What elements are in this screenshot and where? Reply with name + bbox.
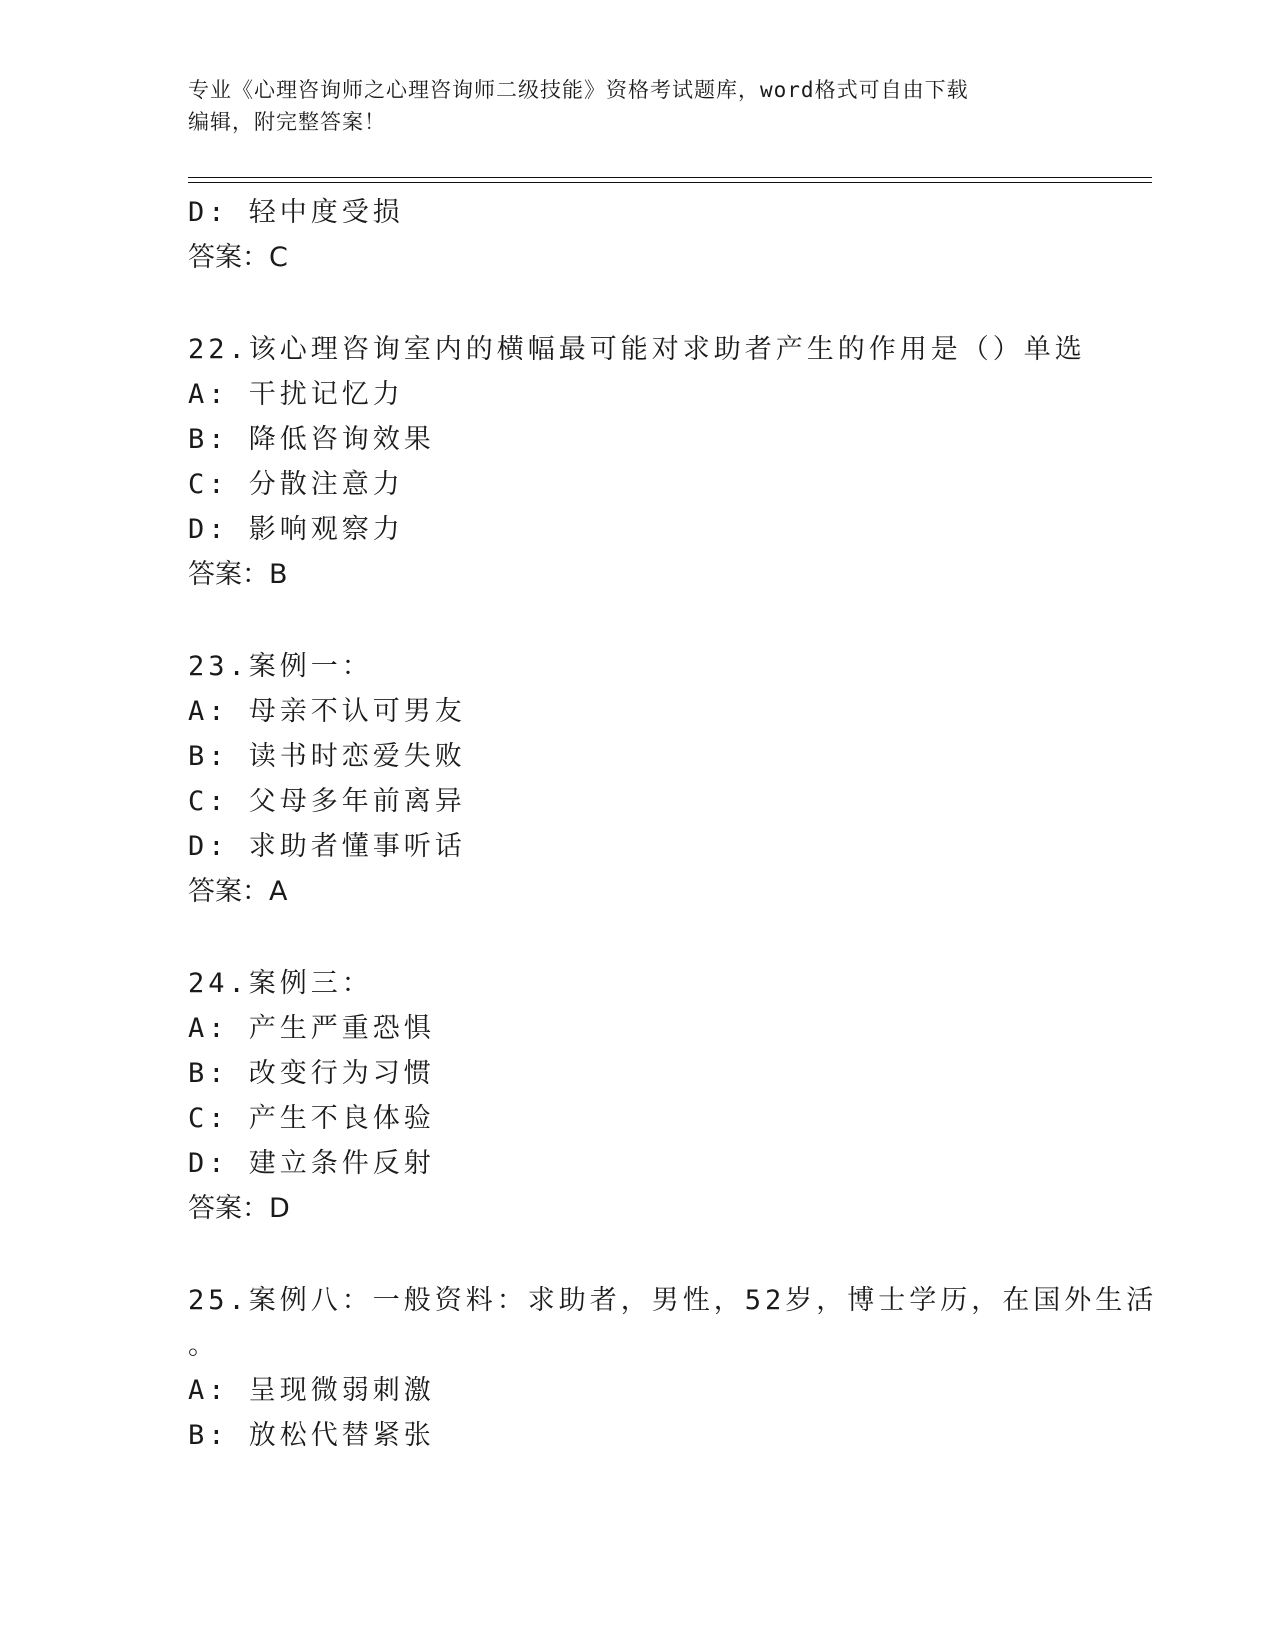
option-a: A: 产生严重恐惧 [188,1013,435,1044]
option-b: B: 放松代替紧张 [188,1420,435,1451]
header-rule-top [188,177,1152,178]
question-22 [188,327,1152,597]
answer-line: 答案：B [188,559,288,590]
question-24 [188,961,1152,1231]
option-d: D: 影响观察力 [188,514,404,545]
header-rule-bottom [188,182,1152,183]
option-d: D: 轻中度受损 [188,197,404,228]
option-a: A: 呈现微弱刺激 [188,1375,435,1406]
document-header [188,74,1088,138]
question-25 [188,1278,1158,1458]
question-spacer [188,1231,1152,1278]
prev-question-block [188,190,1152,280]
option-c: C: 父母多年前离异 [188,786,466,817]
question-stem-continuation: 。 [188,1330,215,1361]
header-line-1: 专业《心理咨询师之心理咨询师二级技能》资格考试题库，word格式可自由下载 [188,78,969,102]
option-d: D: 建立条件反射 [188,1148,435,1179]
option-d: D: 求助者懂事听话 [188,831,466,862]
answer-line: 答案：D [188,1193,290,1224]
question-23 [188,644,1152,914]
question-stem: 23.案例一： [188,651,373,682]
option-a: A: 干扰记忆力 [188,379,404,410]
answer-line: 答案：C [188,242,288,273]
option-b: B: 改变行为习惯 [188,1058,435,1089]
question-spacer [188,914,1152,961]
option-c: C: 分散注意力 [188,469,404,500]
question-stem: 24.案例三： [188,968,373,999]
option-a: A: 母亲不认可男友 [188,696,466,727]
question-stem: 25.案例八：一般资料：求助者，男性，52岁，博士学历，在国外生活 [188,1285,1158,1316]
question-spacer [188,597,1152,644]
question-spacer [188,280,1152,327]
option-b: B: 读书时恋爱失败 [188,741,466,772]
option-c: C: 产生不良体验 [188,1103,435,1134]
header-line-2: 编辑，附完整答案！ [188,110,386,134]
answer-line: 答案：A [188,876,288,907]
option-b: B: 降低咨询效果 [188,424,435,455]
question-stem: 22.该心理咨询室内的横幅最可能对求助者产生的作用是（）单选 [188,334,1086,365]
document-content [188,190,1158,1458]
